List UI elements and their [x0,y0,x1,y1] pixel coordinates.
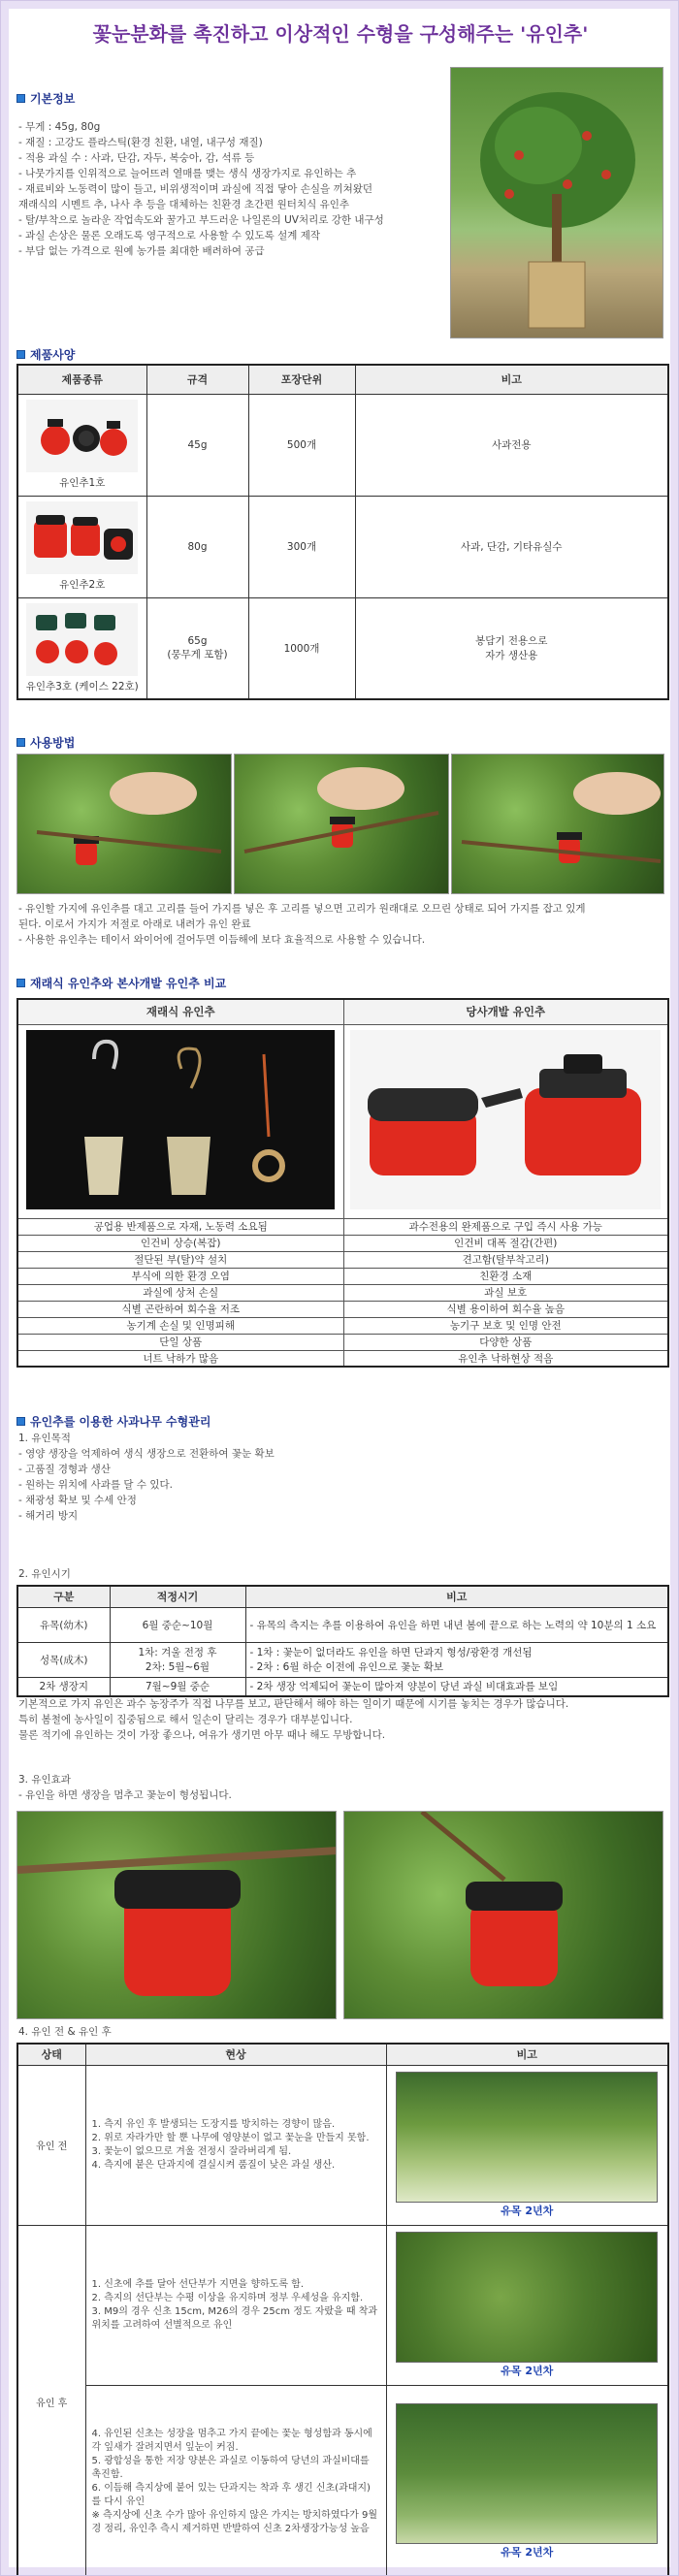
square-bullet-icon [16,1417,25,1426]
table-header-row: 제품종류 규격 포장단위 비고 [17,365,668,394]
product-1-image [26,400,138,472]
section-heading-compare: 재래식 유인추와 본사개발 유인추 비교 [16,975,226,991]
product-name: 유인추2호 [59,579,106,591]
table-row: 부식에 의한 환경 오염 친환경 소재 [17,1268,668,1284]
table-row: 유인 전 1. 측지 유인 후 발생되는 도장지를 방치하는 경향이 많음. 2. 위로 자라가만 할 뿐 나무에 영양분이 없고 꽃눈을 만들지 못함. 3. 꽃눈이 없으므로 겨울 전정시 잘라버리게 됨. 4. 측지에 붙은 단과지에 결실시켜 품질이 낮은 과실 생산. 유목 2년차 [17,2065,668,2225]
table-row: 4. 유인된 신초는 성장을 멈추고 가지 끝에는 꽃눈 형성함과 동시에 각 잎새가 잘려지면서 잎눈이 커짐. 5. 광합성을 통한 저장 양분은 과실로 이동하여 당년의 과실비대를 촉진함. 6. 이듬해 측지상에 붙어 있는 단과지는 착과 후 생긴 신초(과대지)를 다시 유인 ※ 측지상에 신초 수가 많아 유인하지 않은 가지는 방치하였다가 9월경 정리, 유인추 측시 제거하면 반발하여 신초 2차생장가능성 높음 유목 2년차 [17,2385,668,2576]
table-row: 인건비 상승(복잡) 인건비 대폭 절감(간편) [17,1235,668,1251]
usage-photo-2 [234,754,449,894]
list-item: 재래식의 시멘트 추, 나사 추 등을 대체하는 친환경 초간편 원터치식 유인추 [18,199,350,210]
list-item: - 재질 : 고강도 플라스틱(환경 친환, 내열, 내구성 재질) [18,137,263,148]
table-row: 유인추1호 45g 500개 사과전용 [17,394,668,496]
table-header-row: 재래식 유인추 당사개발 유인추 [17,999,668,1024]
usage-photo-3 [451,754,664,894]
weight-on-branch-image [17,1812,337,2019]
table-row: 과실에 상처 손실 과실 보호 [17,1284,668,1301]
table-row [17,1024,668,1218]
table-row: 식별 곤란하여 회수율 저조 식별 용이하여 회수율 높음 [17,1301,668,1317]
list-item: - 영양 생장을 억제하여 생식 생장으로 전환하여 꽃눈 확보 [18,1448,275,1460]
section-heading-overview: 기본정보 [16,90,75,107]
list-item: - 무게 : 45g, 80g [18,121,101,133]
table-row: 유인추3호 (케이스 22호) 65g (뭉무게 포함) 1000개 봉담기 전용으로 자가 생산용 [17,597,668,699]
before-after-table [16,2043,669,2576]
overview-list [18,119,384,259]
square-bullet-icon [16,94,25,103]
list-item: - 해거리 방지 [18,1510,79,1522]
orchard-after-image-2 [396,2403,658,2544]
product-2-image [26,501,138,574]
list-item: - 원하는 위치에 사과를 달 수 있다. [18,1479,174,1491]
content-area [9,9,670,2567]
list-item: - 부담 없는 가격으로 원예 농가를 최대한 배려하여 공급 [18,245,265,257]
usage-photo-1 [16,754,232,894]
sub-heading: 4. 유인 전 & 유인 후 [18,2026,112,2038]
orchard-before-image [396,2072,658,2203]
square-bullet-icon [16,979,25,987]
sub-heading: 1. 유인목적 [18,1433,71,1444]
table-row: 유인 후 1. 신초에 추를 달아 선단부가 지면을 향하도록 함. 2. 측지의 선단부는 수평 이상을 유지하며 정부 우세성을 유지함. 3. M9의 경우 신초 15cm, M26의 경우 25cm 정도 자랐을 때 착과 위치를 고려하여 선별적으로 유인 유목 2년차 [17,2225,668,2385]
product-3-image [26,603,138,676]
list-item: - 과실 손상은 물론 오래도록 영구적으로 사용할 수 있도록 설계 제작 [18,230,321,242]
section-heading-spec: 제품사양 [16,346,75,363]
developed-weight-image [350,1030,661,1209]
square-bullet-icon [16,350,25,359]
list-item: - 탈/부착으로 놀라운 작업속도와 꿀가고 부드러운 나일론의 UV처리로 강한 내구성 [18,214,384,226]
spec-table [16,364,669,700]
photo-caption: 유목 2년차 [501,2546,554,2560]
table-row: 유목(幼木) 6월 중순~10월 - 유목의 측지는 추를 이용하여 유인을 하면 내년 봄에 끝으로 하는 노력의 약 10분의 1 소요 [17,1607,668,1642]
list-item: - 유인할 가지에 유인추를 대고 고리를 들어 가지를 넣은 후 고리를 넣으면 고리가 원래대로 오므린 상태로 되어 가지를 잡고 있게 [18,903,586,915]
sub-heading: 3. 유인효과 [18,1774,71,1786]
list-item: - 나뭇가지를 인위적으로 늘어뜨려 열매를 맺는 생식 생장가지로 유인하는 추 [18,168,357,179]
effect-photo-2 [343,1811,663,2019]
sub-heading: 2. 유인시기 [18,1568,71,1580]
tree-photo [450,67,663,338]
table-row: 성목(成木) 1차: 겨울 전정 후 2차: 5월~6월 - 1차 : 꽃눈이 없더라도 유인을 하면 단과지 형성/광환경 개선됨 - 2차 : 6월 하순 이전에 유인으로 꽃눈 확보 [17,1642,668,1677]
note-text: 물론 적기에 유인하는 것이 가장 좋으나, 여유가 생기면 아무 때나 해도 무방합니다. [18,1729,386,1741]
list-item: 된다. 이로서 가지가 저절로 아래로 내려가 유인 완료 [18,918,251,930]
hand-attaching-weight-image [17,755,232,894]
list-item: - 사용한 유인추는 테이서 와이어에 걸어두면 이듬해에 보다 효율적으로 사용할 수 있습니다. [18,934,426,946]
list-item: - 재료비와 노동력이 많이 들고, 비위생적이며 과실에 직접 닿아 손실을 끼쳐왔던 [18,183,373,195]
table-row: 너트 낙하가 많음 유인추 낙하현상 적음 [17,1350,668,1367]
list-item: - 유인을 하면 생장을 멈추고 꽃눈이 형성됩니다. [18,1789,232,1801]
note-text: 기본적으로 가지 유인은 과수 농장주가 직접 나무를 보고, 판단해서 해야 하는 일이기 때문에 시기를 놓치는 경우가 많습니다. [18,1698,569,1710]
usage-list [18,901,586,948]
list-item: - 고품질 경형과 생산 [18,1464,111,1475]
photo-caption: 유목 2년차 [501,2205,554,2217]
apple-tree-image [451,68,663,338]
table-row: 유인추2호 80g 300개 사과, 단감, 기타유실수 [17,496,668,597]
product-name: 유인추3호 (케이스 22호) [25,680,139,692]
traditional-weights-image [26,1030,335,1209]
table-row: 절단된 부(탈)약 설치 견고함(탈부착고리) [17,1251,668,1268]
table-header-row: 구분 적정시기 비고 [17,1586,668,1607]
table-row: 단일 상품 다양한 상품 [17,1334,668,1350]
table-row: 2차 생장지 7월~9월 중순 - 2차 생장 억제되어 꽃눈이 많아져 양분이 당년 과실 비대효과를 보임 [17,1677,668,1696]
compare-table [16,998,669,1368]
hand-hooking-branch-image [235,755,449,894]
table-row: 공업용 반제품으로 자재, 노동력 소요됨 과수전용의 완제품으로 구입 즉시 사용 가능 [17,1218,668,1235]
orchard-after-image-1 [396,2232,658,2363]
effect-photo-1 [16,1811,337,2019]
section-heading-usage: 사용방법 [16,734,75,751]
weight-hanging-image [344,1812,663,2019]
timing-table [16,1585,669,1697]
note-text: 특히 봄철에 농사일이 집중됨으로 해서 일손이 달리는 경우가 대부분입니다. [18,1714,353,1725]
hand-releasing-weight-image [452,755,664,894]
photo-caption: 유목 2년차 [501,2365,554,2377]
list-item: - 적용 과실 수 : 사과, 단감, 자두, 복숭아, 감, 석류 등 [18,152,255,164]
list-item: - 채광성 확보 및 수세 안정 [18,1495,137,1506]
square-bullet-icon [16,738,25,747]
purpose-list [18,1431,275,1524]
timing-notes [18,1696,568,1743]
effect-block [18,1772,232,1803]
table-header-row: 상태 현상 비고 [17,2044,668,2065]
product-name: 유인추1호 [59,477,106,489]
page-title: 꽃눈분화를 촉진하고 이상적인 수형을 구성해주는 '유인추' [92,22,589,46]
section-heading-management: 유인추를 이용한 사과나무 수형관리 [16,1413,210,1430]
table-row: 농기계 손실 및 인명피해 농기구 보호 및 인명 안전 [17,1317,668,1334]
